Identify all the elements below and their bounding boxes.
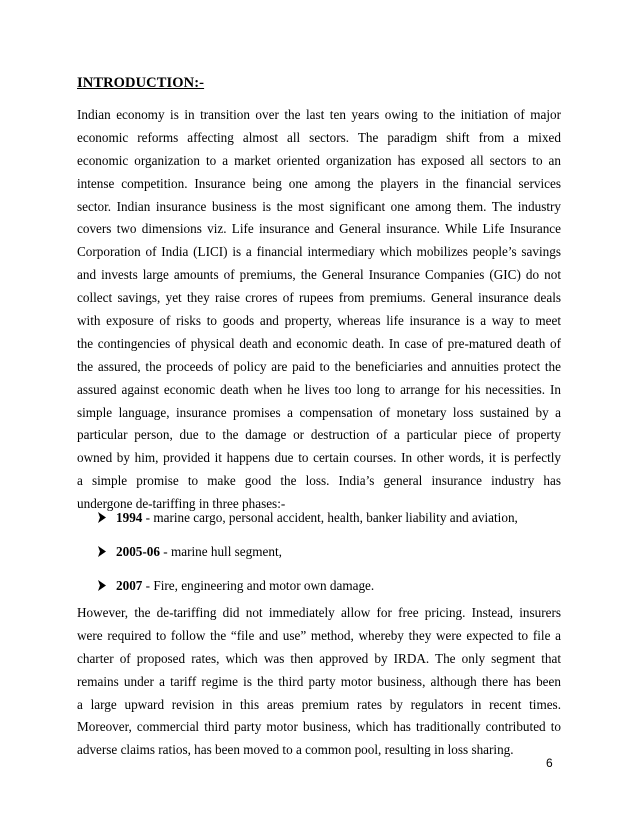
paragraph-line: particular person, due to the damage or destruction of a particular piece of property xyxy=(77,427,561,443)
paragraph-line: covers two dimensions viz. Life insurance and General insurance. While Life Insurance xyxy=(77,221,561,237)
paragraph-line: collect savings, yet they raise crores of rupees from premiums. General insurance deals xyxy=(77,290,561,306)
paragraph-line: Corporation of India (LICI) is a financial intermediary which mobilizes people’s savings xyxy=(77,244,561,260)
detariffing-paragraph xyxy=(77,602,561,762)
paragraph-line: owned by him, provided it happens due to certain courses. In other words, it is perfectly xyxy=(77,450,561,466)
phase-description: - marine hull segment, xyxy=(159,544,282,559)
arrow-bullet-icon xyxy=(98,580,106,591)
paragraph-line: were required to follow the “file and use” method, whereby they were expected to file a xyxy=(77,627,561,643)
section-heading: INTRODUCTION:- xyxy=(77,75,205,91)
page-number: 6 xyxy=(546,756,553,770)
paragraph-line: However, the de-tariffing did not immediately allow for free pricing. Instead, insurers xyxy=(77,605,561,620)
paragraph-line: economic reforms affecting almost all sectors. The paradigm shift from a mixed xyxy=(77,129,561,145)
paragraph-line: assured against economic death when he lives too long to arrange for his necessities. In xyxy=(77,381,561,397)
paragraph-line: undergone de-tariffing in three phases:- xyxy=(77,496,286,512)
phase-description: - marine cargo, personal accident, health, banker liability and aviation, xyxy=(142,510,518,525)
paragraph-line: the assured, the proceeds of policy are paid to the beneficiaries and annuities protect the xyxy=(77,358,561,374)
paragraph-line: sector. Indian insurance business is the most significant one among them. The industry xyxy=(77,198,561,214)
phase-list-item xyxy=(98,575,374,598)
phase-list-item xyxy=(98,541,282,564)
introduction-paragraph xyxy=(77,104,561,516)
phase-description: - Fire, engineering and motor own damage. xyxy=(142,578,375,593)
phase-list-item xyxy=(98,507,518,530)
paragraph-line: intense competition. Insurance being one among the players in the financial services xyxy=(77,175,561,191)
paragraph-line: economic organization to a market oriented organization has exposed all sectors to an xyxy=(77,152,561,168)
paragraph-line: the contingencies of physical death and economic death. In case of pre-matured death of xyxy=(77,335,561,351)
paragraph-line: a large upward revision in this areas premium rates by regulators in recent times. xyxy=(77,696,561,712)
phase-year: 1994 xyxy=(116,510,143,525)
phase-year: 2005-06 xyxy=(116,544,160,559)
paragraph-line: a simple promise to make good the loss. India’s general insurance industry has xyxy=(77,473,561,489)
paragraph-line: adverse claims ratios, has been moved to a common pool, resulting in loss sharing. xyxy=(77,742,514,758)
arrow-bullet-icon xyxy=(98,512,106,523)
paragraph-line: Moreover, commercial third party motor business, which has traditionally contributed to xyxy=(77,719,561,735)
phase-year: 2007 xyxy=(116,578,143,593)
paragraph-line: Indian economy is in transition over the last ten years owing to the initiation of major xyxy=(77,107,561,122)
paragraph-line: remains under a tariff regime is the third party motor business, although there has been xyxy=(77,673,561,689)
arrow-bullet-icon xyxy=(98,546,106,557)
paragraph-line: simple language, insurance promises a compensation of monetary loss sustained by a xyxy=(77,404,561,420)
paragraph-line: and invests large amounts of premiums, the General Insurance Companies (GIC) do not xyxy=(77,267,561,283)
paragraph-line: with exposure of risks to goods and property, whereas life insurance is a way to meet xyxy=(77,313,561,329)
paragraph-line: charter of proposed rates, which was then approved by IRDA. The only segment that xyxy=(77,650,561,666)
